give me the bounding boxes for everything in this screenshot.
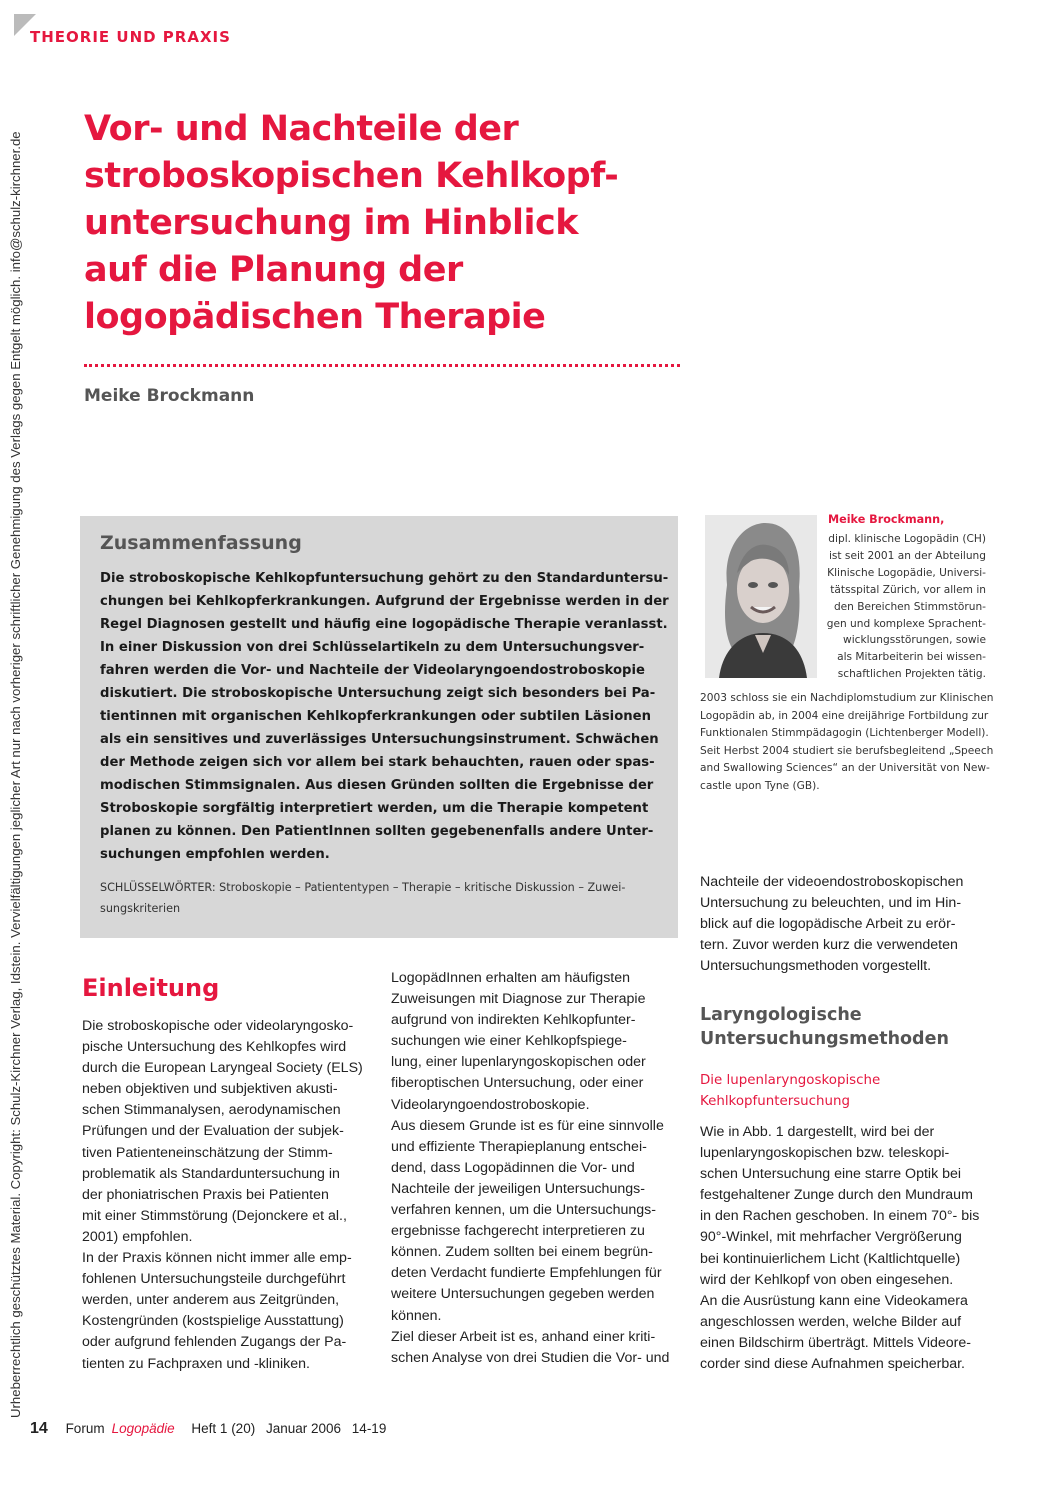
bio-line: castle upon Tyne (GB).: [700, 779, 820, 792]
abstract-line: Die stroboskopische Kehlkopfuntersuchung gehört zu den Standarduntersu-: [100, 571, 669, 586]
body-line: fiberoptischen Untersuchung, oder einer: [391, 1075, 644, 1092]
body-line: corder sind diese Aufnahmen speicherbar.: [700, 1356, 965, 1373]
bio-line: and Swallowing Sciences“ an der Universität von New-: [700, 762, 990, 774]
body-column-3-top: [700, 872, 990, 977]
title-line: logopädischen Therapie: [84, 297, 546, 337]
body-column-2: [391, 968, 681, 1369]
body-line: deten Verdacht fundierte Empfehlungen für: [391, 1265, 662, 1282]
abstract-line: planen zu können. Den PatientInnen sollten gegebenenfalls andere Unter-: [100, 824, 654, 839]
body-line: 2001) empfohlen.: [82, 1228, 193, 1245]
body-line: tienten zu Fachpraxen und -kliniken.: [82, 1355, 310, 1372]
bio-line: tätsspital Zürich, vor allem in: [830, 583, 986, 596]
body-line: pische Untersuchung des Kehlkopfes wird: [82, 1039, 347, 1056]
body-line: LogopädInnen erhalten am häufigsten: [391, 970, 631, 986]
bio-line: Funktionalen Stimmpädagogin (Lichtenberger Modell).: [700, 727, 989, 739]
body-line: Nachteile der jeweiligen Untersuchungs-: [391, 1180, 645, 1197]
issue-number: Heft 1 (20): [191, 1421, 256, 1436]
body-line: Zuweisungen mit Diagnose zur Therapie: [391, 991, 646, 1008]
body-line: Ziel dieser Arbeit ist es, anhand einer kriti-: [391, 1328, 656, 1345]
body-line: lupenlaryngoskopischen bzw. teleskopi-: [700, 1145, 950, 1162]
body-line: lung, einer lupenlaryngoskopischen oder: [391, 1054, 646, 1071]
bio-line: schaftlichen Projekten tätig.: [837, 668, 986, 681]
body-line: angeschlossen werden, welche Bilder auf: [700, 1313, 962, 1330]
page-number: 14: [30, 1420, 48, 1437]
journal-prefix: Forum: [65, 1421, 105, 1436]
body-line: schen Stimmanalysen, aerodynamischen: [82, 1102, 341, 1119]
body-line: Untersuchungsmethoden vorgestellt.: [700, 958, 932, 975]
abstract-line: In einer Diskussion von drei Schlüsselartikeln zu dem Untersuchungsver-: [100, 640, 645, 655]
abstract-line: fahren werden die Vor- und Nachteile der Videolaryngoendostroboskopie: [100, 663, 645, 678]
bio-line: 2003 schloss sie ein Nachdiplomstudium zur Klinischen: [700, 692, 994, 704]
body-line: schen Untersuchung eine starre Optik bei: [700, 1166, 962, 1183]
bio-line: gen und komplexe Sprachent-: [826, 617, 986, 630]
copyright-notice: Urheberrechtlich geschütztes Material. Copyright: Schulz-Kirchner Verlag, Idstein. Vervielfältigungen jeglicher Art nur nach vorheriger schriftlicher Genehmigung des Verlags gegen Entgelt möglich. info@schulz-kirchner.de: [8, 131, 23, 1418]
abstract-line: Stroboskopie sorgfältig interpretiert werden, um die Therapie kompetent: [100, 801, 649, 816]
abstract-line: chungen bei Kehlkopferkrankungen. Aufgrund der Ergebnisse werden in der: [100, 594, 669, 609]
body-line: Aus diesem Grunde ist es für eine sinnvolle: [391, 1117, 664, 1134]
title-line: stroboskopischen Kehlkopf-: [84, 156, 619, 196]
bio-line: ist seit 2001 an der Abteilung: [828, 549, 986, 562]
body-line: Prüfungen und der Evaluation der subjek-: [82, 1123, 344, 1140]
body-line: fohlenen Untersuchungsteile durchgeführt: [82, 1271, 346, 1288]
body-line: festgehaltener Zunge durch den Mundraum: [700, 1187, 973, 1204]
author-name: Meike Brockmann: [84, 386, 255, 406]
body-line: mit einer Stimmstörung (Dejonckere et al.,: [82, 1207, 347, 1224]
bio-line: dipl. klinische Logopädin (CH): [828, 533, 986, 545]
keywords-line: SCHLÜSSELWÖRTER: Stroboskopie – Patiententypen – Therapie – kritische Diskussion – Zuwei-: [100, 881, 626, 894]
body-line: wird der Kehlkopf von oben eingesehen.: [700, 1271, 954, 1288]
body-line: oder aufgrund fehlenden Zugangs der Pa-: [82, 1334, 347, 1351]
body-line: ergebnisse fachgerecht interpretieren zu: [391, 1223, 645, 1240]
body-line: tiven Patienteneinschätzung der Stimm-: [82, 1144, 333, 1161]
bio-line: Seit Herbst 2004 studiert sie berufsbegleitend „Speech: [700, 744, 994, 757]
body-line: Untersuchung zu beleuchten, und im Hin-: [700, 895, 962, 912]
body-line: werden, unter anderem aus Zeitgründen,: [82, 1292, 340, 1309]
body-line: problematik als Standarduntersuchung in: [82, 1165, 340, 1182]
body-line: Die stroboskopische oder videolaryngosko-: [82, 1018, 354, 1034]
issue-date: Januar 2006: [265, 1421, 342, 1436]
abstract-line: suchungen empfohlen werden.: [100, 847, 330, 862]
body-line: und effiziente Therapieplanung entschei-: [391, 1138, 647, 1155]
body-line: dend, dass Logopädinnen die Vor- und: [391, 1159, 635, 1176]
body-line: Kostengründen (kostspielige Ausstattung): [82, 1313, 344, 1330]
einleitung-heading: Einleitung: [82, 974, 220, 1002]
body-line: tern. Zuvor werden kurz die verwendeten: [700, 937, 958, 954]
body-line: bei kontinuierlichem Licht (Kaltlichtquelle): [700, 1250, 961, 1267]
abstract-line: modischen Stimmsignalen. Aus diesen Gründen sollten die Ergebnisse der: [100, 778, 654, 793]
heading-line: Die lupenlaryngoskopische: [700, 1073, 881, 1088]
body-column-3: [700, 1122, 990, 1375]
title-line: auf die Planung der: [84, 250, 463, 290]
keywords-line: sungskriterien: [100, 902, 181, 915]
lupen-subheading: [700, 1071, 990, 1112]
body-line: aufgrund von indirekten Kehlkopfunter-: [391, 1012, 636, 1029]
bio-text-beside-photo: [822, 531, 986, 683]
abstract-line: als ein sensitives und zuverlässiges Untersuchungsinstrument. Schwächen: [100, 732, 659, 747]
abstract-heading: Zusammenfassung: [100, 532, 302, 554]
body-line: Nachteile der videoendostroboskopischen: [700, 874, 964, 890]
body-line: können.: [391, 1307, 442, 1324]
bio-line: als Mitarbeiterin bei wissen-: [837, 651, 986, 664]
body-line: An die Ausrüstung kann eine Videokamera: [700, 1292, 968, 1309]
abstract-line: der Methode zeigen sich vor allem bei stark behauchten, rauen oder spas-: [100, 755, 655, 770]
bio-line: wicklungsstörungen, sowie: [843, 634, 986, 647]
body-line: 90°-Winkel, mit mehrfacher Vergrößerung: [700, 1229, 962, 1246]
body-line: der phoniatrischen Praxis bei Patienten: [82, 1186, 329, 1203]
section-label: THEORIE UND PRAXIS: [30, 28, 231, 46]
body-line: Videolaryngoendostroboskopie.: [391, 1096, 590, 1113]
body-line: In der Praxis können nicht immer alle emp-: [82, 1250, 352, 1267]
abstract-line: diskutiert. Die stroboskopische Untersuchung zeigt sich besonders bei Pa-: [100, 686, 656, 701]
title-divider: [84, 364, 680, 367]
body-line: verfahren kennen, um die Untersuchungs-: [391, 1202, 656, 1219]
abstract-text: [100, 567, 669, 866]
bio-line: den Bereichen Stimmstörun-: [833, 600, 986, 613]
body-line: suchungen wie einer Kehlkopfspiege-: [391, 1033, 627, 1050]
body-line: durch die European Laryngeal Society (ELS): [82, 1060, 363, 1077]
body-line: weitere Untersuchungen gegeben werden: [391, 1286, 655, 1303]
page-footer: [30, 1420, 393, 1438]
author-photo: [705, 515, 817, 678]
abstract-line: tientinnen mit organischen Kehlkopferkrankungen oder subtilen Läsionen: [100, 709, 651, 724]
title-line: Vor- und Nachteile der: [84, 109, 519, 149]
laryngological-methods-heading: [700, 1004, 990, 1051]
page-range: 14-19: [351, 1421, 387, 1436]
bio-text-full: [700, 690, 994, 795]
heading-line: Kehlkopfuntersuchung: [700, 1093, 850, 1109]
author-portrait-image: [705, 515, 817, 678]
body-line: blick auf die logopädische Arbeit zu erör-: [700, 916, 956, 933]
journal-name: Logopädie: [111, 1421, 175, 1436]
body-line: schen Analyse von drei Studien die Vor- und: [391, 1349, 670, 1366]
body-line: Wie in Abb. 1 dargestellt, wird bei der: [700, 1124, 935, 1140]
body-column-1: [82, 1016, 372, 1375]
body-line: einen Bildschirm überträgt. Mittels Videore-: [700, 1334, 971, 1351]
article-title: [84, 106, 684, 341]
bio-name: Meike Brockmann,: [828, 513, 945, 526]
bio-line: Logopädin ab, in 2004 eine dreijährige Fortbildung zur: [700, 709, 989, 722]
body-line: können. Zudem sollten bei einem begrün-: [391, 1244, 653, 1261]
abstract-line: Regel Diagnosen gestellt und häufig eine logopädische Therapie veranlasst.: [100, 617, 668, 632]
body-line: neben objektiven und subjektiven akusti-: [82, 1081, 338, 1098]
body-line: in den Rachen geschoben. In einem 70°- bis: [700, 1208, 980, 1225]
keywords: [100, 877, 658, 919]
heading-line: Untersuchungsmethoden: [700, 1028, 949, 1049]
title-line: untersuchung im Hinblick: [84, 203, 578, 243]
heading-line: Laryngologische: [700, 1005, 862, 1025]
bio-line: Klinische Logopädie, Universi-: [827, 566, 986, 579]
